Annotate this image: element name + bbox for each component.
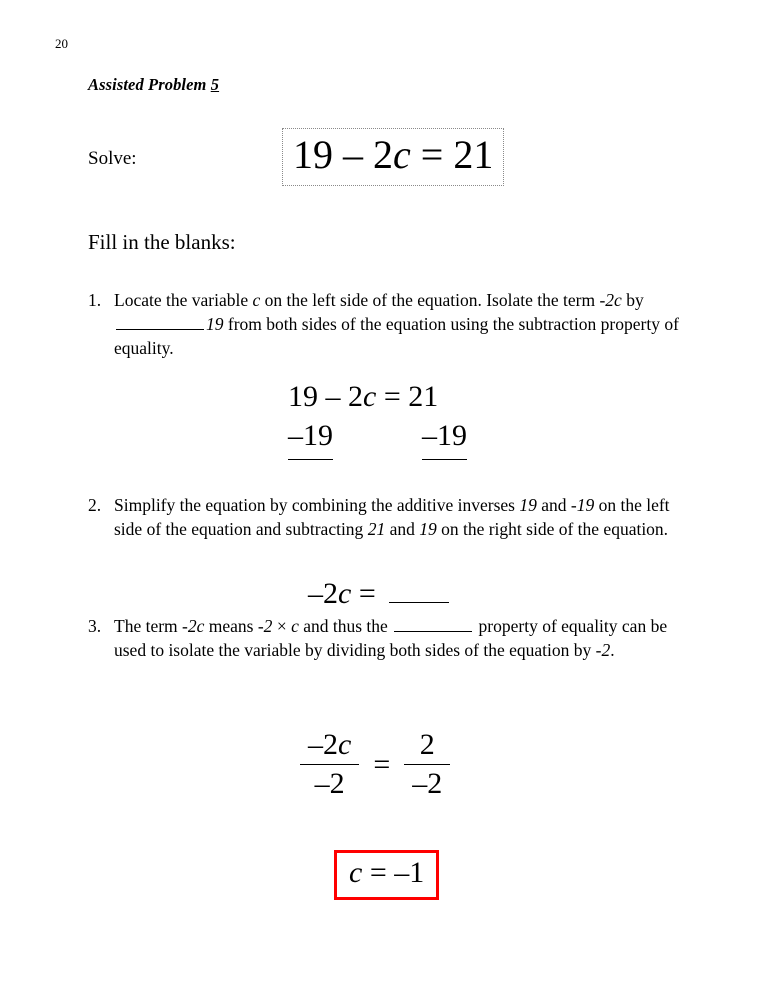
solve-row: [88, 128, 688, 188]
step-1-text-a: Locate the variable: [114, 290, 253, 310]
step-2-var-19: 19: [519, 495, 537, 515]
step-1-text-b: on the left side of the equation. Isolate the term: [260, 290, 600, 310]
final-answer-equation: [349, 854, 424, 892]
work-step-1-variable: c: [363, 380, 377, 413]
step-2-body: [114, 493, 688, 541]
step-3-var-c: c: [291, 616, 299, 636]
step-3-body: [114, 614, 688, 662]
work-step-2-line: [308, 575, 449, 613]
list-item-step-3: [88, 614, 688, 662]
work-step-1-equation: [288, 378, 548, 460]
final-answer-value: = –1: [362, 856, 425, 889]
fraction-left-numerator: [300, 728, 359, 764]
step-1-text-d: from both sides of the equation using the subtraction property of equality.: [114, 314, 679, 358]
work-step-1-subtract-right: –19: [422, 418, 467, 460]
step-3-text-e: .: [610, 640, 615, 660]
work-step-2-equals: =: [351, 577, 384, 610]
solve-equation-box: [282, 128, 504, 186]
step-3-var-neg2b: -2: [595, 640, 611, 660]
fraction-equals-sign: =: [373, 747, 391, 781]
step-3-text-d: property of equality can be used to isolate the variable by dividing both sides of the equation by: [114, 616, 668, 660]
work-step-1-line-1: [288, 378, 548, 416]
problem-heading-title: Assisted Problem: [88, 75, 207, 94]
step-1-text-c: by: [621, 290, 644, 310]
step-2-text-c: on the left side of the equation and subtracting: [114, 495, 670, 539]
page-number: 20: [55, 36, 68, 51]
step-2-var-neg19: -19: [570, 495, 595, 515]
solve-equation-rhs: = 21: [410, 132, 494, 177]
step-2-text-a: Simplify the equation by combining the additive inverses: [114, 495, 520, 515]
work-step-1-subtract-left: –19: [288, 418, 333, 460]
step-1-body: [114, 288, 688, 360]
solve-label: Solve:: [88, 148, 137, 169]
step-3-var-neg2: -2: [257, 616, 273, 636]
work-step-2-answer-blank[interactable]: [389, 580, 449, 604]
list-item-step-1: [88, 288, 688, 360]
step-2-var-21: 21: [367, 519, 386, 539]
step-2-text-e: on the right side of the equation.: [436, 519, 669, 539]
step-2-text-b: and: [536, 495, 571, 515]
step-2-text-d: and: [385, 519, 420, 539]
step-3-text-b: means: [204, 616, 258, 636]
fraction-left-numerator-coefficient: –2: [308, 728, 338, 761]
fraction-right-numerator: 2: [419, 728, 435, 761]
work-step-1-line-2: [288, 416, 548, 460]
step-2-marker: 2.: [88, 495, 102, 515]
work-step-1-rhs: = 21: [376, 380, 439, 413]
step-1-blank[interactable]: [116, 313, 204, 330]
step-2-var-19b: 19: [419, 519, 437, 539]
problem-heading-number: 5: [210, 75, 220, 94]
solve-equation: [293, 131, 493, 179]
work-step-2-equation: [308, 575, 449, 613]
final-answer-box: [334, 850, 439, 900]
work-step-2-coefficient: –2: [308, 577, 338, 610]
list-item-step-2: [88, 493, 688, 541]
step-3-blank[interactable]: [394, 615, 472, 632]
step-1-marker: 1.: [88, 290, 102, 310]
step-3-marker: 3.: [88, 616, 102, 636]
problem-heading: [88, 74, 219, 96]
step-3-text-a: The term: [114, 616, 183, 636]
work-step-2-variable: c: [338, 577, 352, 610]
step-1-var-19: 19: [206, 314, 224, 334]
fraction-left-denominator: –2: [300, 764, 359, 801]
fraction-right-denominator: –2: [404, 764, 450, 801]
fraction-right: [404, 728, 450, 801]
fraction-left: [300, 728, 359, 801]
solve-equation-lhs: 19 – 2: [293, 132, 393, 177]
fill-in-the-blanks-heading: Fill in the blanks:: [88, 230, 236, 254]
step-3-text-c: and thus the: [298, 616, 393, 636]
step-1-var-c: c: [252, 290, 261, 310]
fraction-left-numerator-variable: c: [338, 728, 352, 761]
step-3-var-term: -2c: [182, 616, 205, 636]
step-1-var-term: -2c: [599, 290, 622, 310]
step-3-text-times: ×: [272, 616, 292, 636]
final-answer-variable: c: [349, 856, 363, 889]
work-step-3-equation: [300, 728, 450, 801]
solve-equation-variable: c: [393, 132, 411, 177]
work-step-1-lhs: 19 – 2: [288, 380, 363, 413]
